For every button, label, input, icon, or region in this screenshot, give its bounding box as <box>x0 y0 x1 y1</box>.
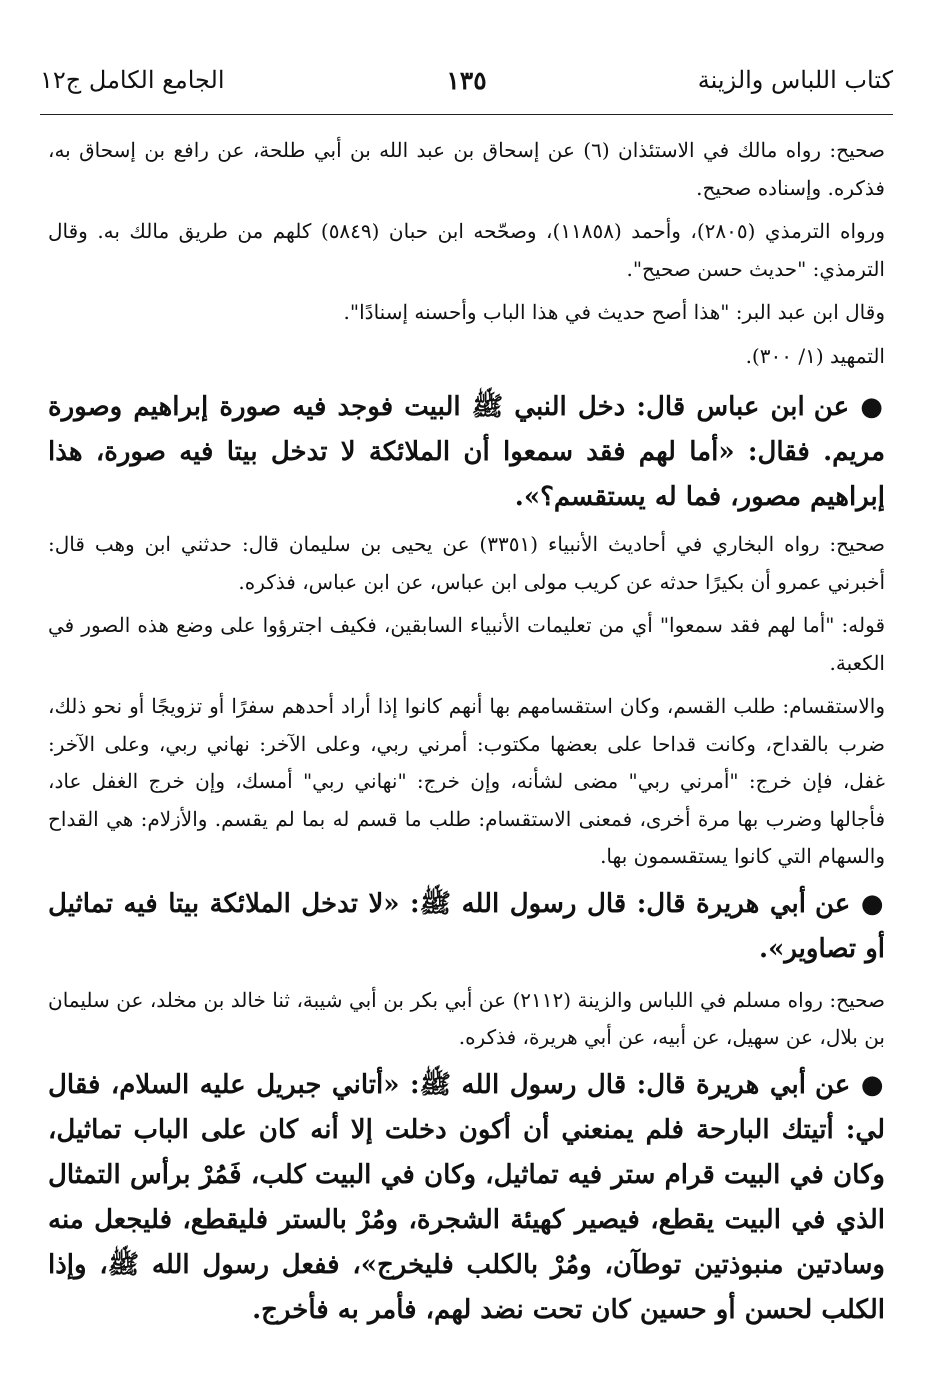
hadith-text: عن ابن عباس قال: دخل النبي ﷺ البيت فوجد فيه صورة إبراهيم وصورة مريم. فقال: «أما لهم فقد سمعوا أن الملائكة لا تدخل بيتا فيه صورة، هذا إبراهيم مصور، فما له يستقسم؟». <box>48 392 885 512</box>
hadith-paragraph <box>48 1063 885 1333</box>
page-number: ١٣٥ <box>446 66 487 95</box>
takhrij-paragraph: صحيح: رواه البخاري في أحاديث الأنبياء (٣٣٥١) عن يحيى بن سليمان قال: حدثني ابن وهب قال: أخبرني عمرو أن بكيرًا حدثه عن كريب مولى ابن عباس، عن ابن عباس، فذكره. <box>48 532 885 594</box>
page-body <box>48 132 885 1333</box>
takhrij-paragraph: صحيح: رواه مسلم في اللباس والزينة (٢١١٢) عن أبي بكر بن أبي شيبة، ثنا خالد بن مخلد، عن سليمان بن بلال، عن سهيل، عن أبيه، عن أبي هريرة، فذكره. <box>48 987 885 1049</box>
page-header <box>40 62 893 106</box>
commentary-paragraph: قوله: "أما لهم فقد سمعوا" أي من تعليمات الأنبياء السابقين، فكيف اجترؤوا على وضع هذه الصور في الكعبة. <box>48 613 885 675</box>
reference-paragraph: التمهيد (١/ ٣٠٠). <box>745 343 885 368</box>
hadith-text: عن أبي هريرة قال: قال رسول الله ﷺ: «أتاني جبريل عليه السلام، فقال لي: أتيتك البارحة فلم يمنعني أن أكون دخلت إلا أنه كان على الباب تماثيل، وكان في البيت قرام ستر فيه تماثيل، وكان في البيت كلب، فَمُرْ برأس التمثال الذي في البيت يقطع، فيصير كهيئة الشجرة، ومُرْ بالستر فليقطع، فليجعل منه وسادتين منبوذتين توطآن، ومُرْ بالكلب فليخرج»، ففعل رسول الله ﷺ، وإذا الكلب لحسن أو حسين كان تحت نضد لهم، فأمر به فأخرج. <box>48 1069 885 1325</box>
book-volume-title: الجامع الكامل ج١٢ <box>40 66 225 94</box>
hadith-paragraph <box>48 882 885 972</box>
takhrij-paragraph: ورواه الترمذي (٢٨٠٥)، وأحمد (١١٨٥٨)، وصحّحه ابن حبان (٥٨٤٩) كلهم من طريق مالك به. وقال الترمذي: "حديث حسن صحيح". <box>48 219 885 281</box>
header-divider <box>40 114 893 115</box>
book-section-title: كتاب اللباس والزينة <box>697 66 893 94</box>
takhrij-paragraph: صحيح: رواه مالك في الاستئذان (٦) عن إسحاق بن عبد الله بن أبي طلحة، عن رافع بن إسحاق به، فذكره. وإسناده صحيح. <box>48 138 885 200</box>
commentary-paragraph: والاستقسام: طلب القسم، وكان استقسامهم بها أنهم كانوا إذا أراد أحدهم سفرًا أو تزويجًا أو نحو ذلك، ضرب بالقداح، وكانت قداحا على بعضها مكتوب: أمرني ربي، وعلى الآخر: نهاني ربي، وعلى الآخر: غفل، فإن خرج: "أمرني ربي" مضى لشأنه، وإن خرج: "نهاني ربي" أمسك، وإن خرج الغفل عاد، فأجالها وضرب بها مرة أخرى، فمعنى الاستقسام: طلب ما قسم له بما لم يقسم. والأزلام: هي القداح والسهام التي كانوا يستقسمون بها. <box>48 694 886 868</box>
hadith-text: عن أبي هريرة قال: قال رسول الله ﷺ: «لا تدخل الملائكة بيتا فيه تماثيل أو تصاوير». <box>48 888 885 964</box>
quote-paragraph: وقال ابن عبد البر: "هذا أصح حديث في هذا الباب وأحسنه إسنادًا". <box>343 300 885 324</box>
hadith-paragraph <box>48 385 885 520</box>
bullet-icon: ● <box>860 1069 886 1100</box>
bullet-icon: ● <box>860 888 885 919</box>
bullet-icon: ● <box>860 392 885 422</box>
